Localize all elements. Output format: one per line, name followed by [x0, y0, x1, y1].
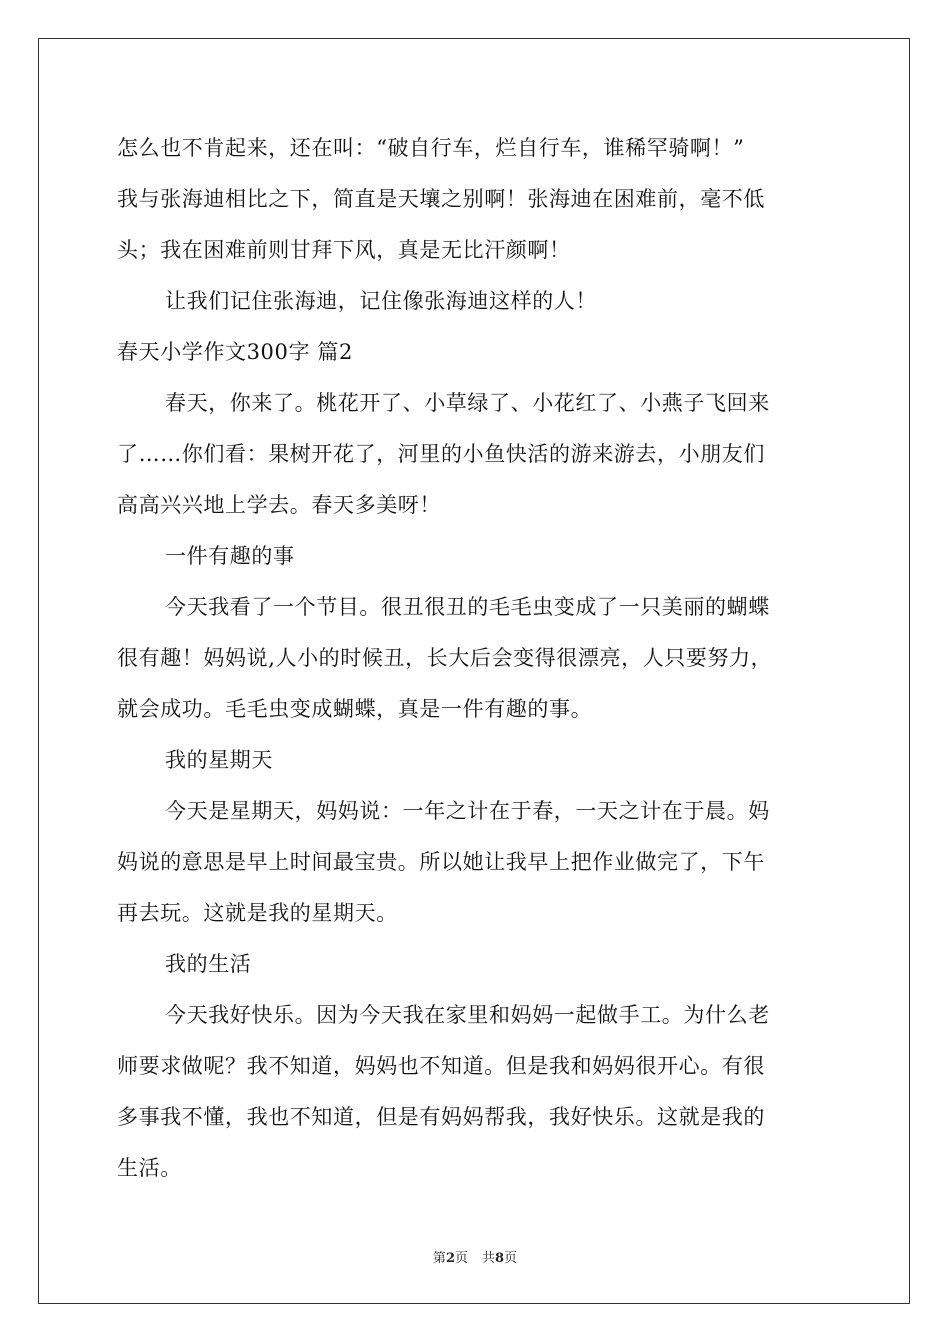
body-line: 生活。	[117, 1156, 182, 1180]
total-prefix: 共	[482, 1251, 496, 1266]
total-pages: 8	[495, 1251, 505, 1266]
body-line: 头；我在困难前则甘拜下风，真是无比汗颜啊！	[117, 238, 571, 262]
page-footer	[0, 1247, 950, 1266]
body-line: 高高兴兴地上学去。春天多美呀！	[117, 493, 441, 517]
body-line: 很有趣！妈妈说,人小的时候丑，长大后会变得很漂亮，人只要努力，	[117, 646, 773, 670]
body-line: 就会成功。毛毛虫变成蝴蝶，真是一件有趣的事。	[117, 697, 593, 721]
body-line: 妈说的意思是早上时间最宝贵。所以她让我早上把作业做完了，下午	[117, 850, 765, 874]
body-line: 我与张海迪相比之下，简直是天壤之别啊！张海迪在困难前，毫不低	[117, 187, 765, 211]
section-title: 春天小学作文300字 篇2	[117, 340, 353, 364]
essay-heading: 我的生活	[165, 952, 252, 976]
paragraph-line: 让我们记住张海迪，记住像张海迪这样的人！	[165, 289, 597, 313]
body-line: 师要求做呢？我不知道，妈妈也不知道。但是我和妈妈很开心。有很	[117, 1054, 765, 1078]
paragraph-line: 春天，你来了。桃花开了、小草绿了、小花红了、小燕子飞回来	[165, 391, 770, 415]
paragraph-line: 今天我看了一个节目。很丑很丑的毛毛虫变成了一只美丽的蝴蝶	[165, 595, 770, 619]
paragraph-line: 今天是星期天，妈妈说：一年之计在于春，一天之计在于晨。妈	[165, 799, 770, 823]
page-number: 2	[445, 1251, 455, 1266]
body-line: 再去玩。这就是我的星期天。	[117, 901, 398, 925]
page-prefix: 第	[432, 1251, 446, 1266]
essay-heading: 一件有趣的事	[165, 544, 295, 568]
essay-heading: 我的星期天	[165, 748, 273, 772]
body-line: 怎么也不肯起来，还在叫：“破自行车，烂自行车，谁稀罕骑啊！”	[117, 136, 745, 160]
page-suffix: 页	[454, 1251, 468, 1266]
total-suffix: 页	[504, 1251, 518, 1266]
paragraph-line: 今天我好快乐。因为今天我在家里和妈妈一起做手工。为什么老	[165, 1003, 770, 1027]
body-line: 多事我不懂，我也不知道，但是有妈妈帮我，我好快乐。这就是我的	[117, 1105, 765, 1129]
body-line: 了……你们看：果树开花了，河里的小鱼快活的游来游去，小朋友们	[117, 442, 765, 466]
